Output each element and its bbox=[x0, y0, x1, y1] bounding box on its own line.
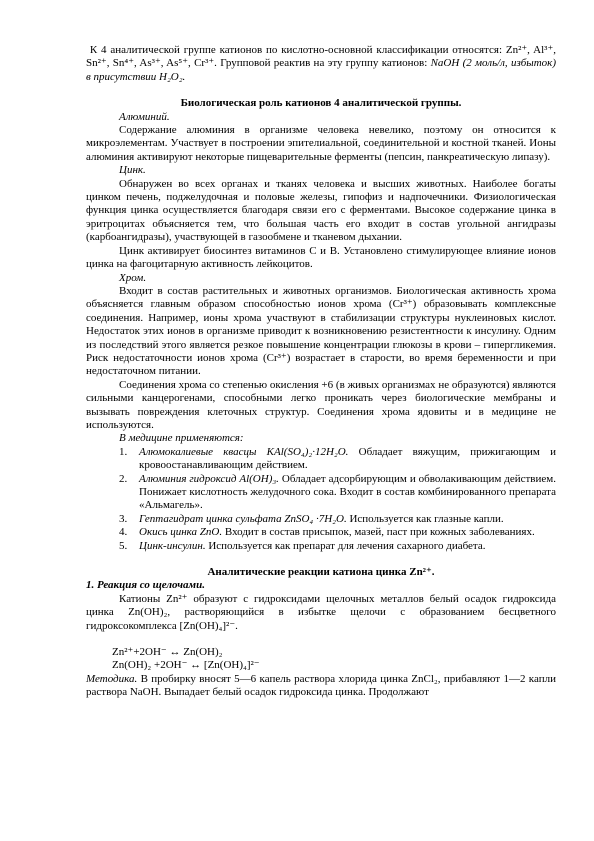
list-item: 1. Алюмокалиевые квасцы KAl(SO₄)₂·12H₂O. Обладает вяжущим, прижигающим и кровоостанавливающим действием. bbox=[119, 445, 556, 472]
method-text: В пробирку вносят 5—6 капель раствора хлорида цинка ZnCl₂, прибавляют 1—2 капли раствора NaOH. Выпадает белый осадок гидроксида цинка. Продолжают bbox=[86, 672, 556, 699]
equation-1: Zn²⁺+2OH⁻ ↔ Zn(OH)₂ bbox=[112, 646, 223, 659]
spacer bbox=[86, 84, 556, 97]
zinc-paragraph-2: Цинк активирует биосинтез витаминов С и В. Установлено стимулирующее влияние ионов цинка на фагоцитарную активность лейкоцитов. bbox=[86, 244, 556, 271]
section-title-bio: Биологическая роль катионов 4 аналитической группы. bbox=[180, 97, 462, 110]
list-item: 2. Алюминия гидроксид Al(OH)₃. Обладает адсорбирующим и обволакивающим действием. Понижает кислотность желудочного сока. Входит в состав комбинированного препарата «Альмагель». bbox=[119, 472, 556, 512]
medicine-list bbox=[86, 446, 556, 553]
aluminum-label: Алюминий. bbox=[119, 110, 170, 123]
group-reagent: NaOH (2 моль/л, избыток) в присутствии H₂O₂. bbox=[86, 57, 556, 83]
intro-text-2: Групповой реактив на эту группу катионов: bbox=[216, 57, 431, 70]
spacer bbox=[86, 553, 556, 566]
aluminum-paragraph: Содержание алюминия в организме человека невелико, поэтому он относится к микроэлементам. Участвует в построении эпителиальной, соединительной и костной тканей. Ионы алюминия активируют некоторые пищеварительные ферменты (пепсин, панкреатическую липазу). bbox=[86, 124, 556, 163]
zinc-label: Цинк. bbox=[119, 164, 146, 177]
medicine-label: В медицине применяются: bbox=[119, 432, 244, 445]
list-item: 3. Гептагидрат цинка сульфата ZnSO₄ ·7H₂O. Используется как глазные капли. bbox=[119, 512, 504, 525]
method-label: Методика. bbox=[86, 672, 138, 685]
spacer bbox=[86, 633, 556, 646]
equation-2: Zn(OH)₂ +2OH⁻ ↔ [Zn(OH)₄]²⁻ bbox=[112, 659, 260, 672]
intro-paragraph bbox=[86, 44, 556, 84]
cations-list: Zn²⁺, Al³⁺, Sn²⁺, Sn⁴⁺, As³⁺, As⁵⁺, Cr³⁺. bbox=[86, 44, 556, 70]
list-item: 4. Окись цинка ZnO. Входит в состав присыпок, мазей, паст при кожных заболеваниях. bbox=[119, 526, 535, 539]
method-paragraph bbox=[86, 673, 556, 700]
reaction-1-paragraph: Катионы Zn²⁺ образуют с гидроксидами щелочных металлов белый осадок гидроксида цинка Zn(OH)₂, растворяющийся в избытке щелочи с образованием бесцветного гидроксокомплекса [Zn(OH)₄]²⁻. bbox=[86, 592, 556, 632]
zinc-paragraph-1: Обнаружен во всех органах и тканях человека и высших животных. Наиболее богаты цинком печень, поджелудочная и половые железы, гипофиз и надпочечники. Физиологическая функция цинка осуществляется благодаря связи его с ферментами. Высокое содержание цинка в эритроцитах объясняется тем, что большая часть его входит в состав угольной ангидразы (карбоангидразы), участвующей в газообмене и тканевом дыхании. bbox=[86, 177, 556, 244]
reaction-1-title: 1. Реакция со щелочами. bbox=[86, 579, 205, 592]
list-item: 5. Цинк-инсулин. Используется как препарат для лечения сахарного диабета. bbox=[119, 539, 486, 552]
section-title-zinc-reactions: Аналитические реакции катиона цинка Zn²⁺. bbox=[207, 566, 435, 579]
document-page bbox=[86, 44, 556, 700]
intro-text: К 4 аналитической группе катионов по кислотно-основной классификации относятся: bbox=[89, 44, 506, 56]
chrome-label: Хром. bbox=[119, 271, 147, 284]
chrome-paragraph-1: Входит в состав растительных и животных организмов. Биологическая активность хрома объясняется главным образом способностью ионов хрома (Cr³⁺) образовывать комплексные соединения. Например, ионы хрома участвуют в стабилизации структуры нуклеиновых кислот. Недостаток этих ионов в организме приводит к возникновению резистентности к инсулину. Одним из последствий этого является резкое повышение концентрации глюкозы в крови – гипергликемия. Риск недостаточности ионов хрома (Cr³⁺) возрастает в старости, во время беременности и при недостаточном питании. bbox=[86, 284, 556, 378]
chrome-paragraph-2: Соединения хрома со степенью окисления +6 (в живых организмах не образуются) являются сильными канцерогенами, способными легко проникать через биологические мембраны и вызывать повреждения клеточных структур. Соединения хрома ядовиты и в медицине не используются. bbox=[86, 378, 556, 431]
